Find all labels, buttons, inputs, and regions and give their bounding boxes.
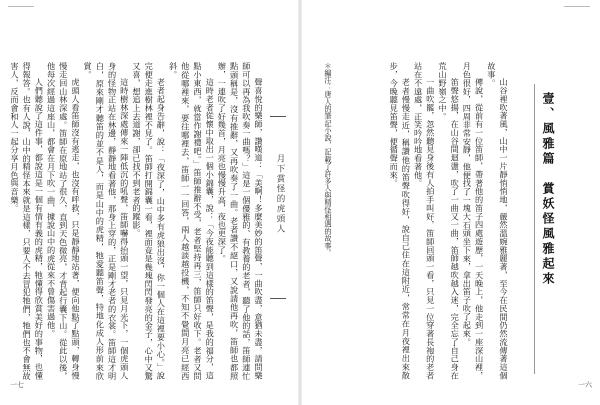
corner-mark: [564, 6, 590, 7]
paragraph: 這時樹林深處傳來一陣低沉的吼聲，笛師嚇得抬頭一望，只見月光下，一個虎頭人身的怪物正站在林邊，靜靜地看著他，那身上穿的，正是剛才老者的衣裳。笛師這才明白，原來剛才聽笛的並不是人，而是山中的虎精，牠愛聽笛聲，特地化成人形前來欣賞。: [83, 62, 130, 380]
left-page-body: [9, 62, 265, 380]
page-number: 一六: [578, 381, 592, 389]
page-number: 一七: [10, 381, 24, 389]
paragraph: 虎頭人看笛師沒有逃走，也沒有呼救，只是靜靜地站著，便向他點了點頭，轉身慢慢走回山林深處。笛師在原地站了很久，直到天色微亮，才背起行囊下山。從此以後，他每次經過這座山，都會在月下吹一曲，據說山中的虎從來不曾傷害過他。: [46, 62, 81, 380]
right-page-body: [334, 62, 510, 380]
running-head-rule-bottom: [270, 298, 286, 299]
paragraph: 一曲吹罷，忽然聽見身後有人拍手叫好，笛師回頭一看，只見一位穿著長袍的老者站在不遠處，正笑吟吟地看著他。: [413, 62, 436, 380]
paragraph: 聲喜悅的樂師，讚嘆道：「美啊！多麼美妙的笛聲，一曲吹盡，意猶未盡，請問樂師可以再為我吹奏一曲嗎？」這是一個優雅的、有教養的老者，聽了他的話，笛師連忙點頭稱是，沒有推辭，又再吹奏了一曲。老者讚不絕口，又說請他再吹，笛師也都照辦，一連吹了好幾首，月亮也慢慢升高，夜也更深了。: [217, 62, 264, 380]
right-page: [302, 0, 600, 405]
running-head-rule-top: [270, 116, 286, 117]
paragraph: 老者起身告辭，說：「夜深了，山中多有虎狼出沒，你一個人在這裡要小心。」說完便走進樹林裡不見了。笛師打開錦囊一看，裡面竟是幾塊閃閃發亮的金子，心中又驚又喜，想追上去道謝，卻已找不到老者的蹤影。: [131, 62, 167, 380]
paragraph: 山谷裡吹著風，山中一片靜悄悄地，嚴然溫婉雅麗著，至今在民間仍然流傳著這個故事。: [486, 62, 509, 380]
paragraph: 笛聲悠揚，在山谷間迴盪，吹了一曲又一曲，笛師越吹越入迷，完全忘了自己身在荒山野嶺之中。: [437, 62, 461, 380]
running-head: 月下賞怪的虎頭人: [275, 154, 285, 234]
paragraph: 這時老者從懷中取出一個小錦囊，說：「今夜能聽到這樣的笛聲，是我的福分，這點小東西，就當作謝禮吧。」笛師推辭不受，老者堅持再三，笛師只好收下。老者又問他從哪裡來，要往哪裡去，笛師一一回答，兩人越談越投機，不知不覺間月亮已經西斜。: [168, 62, 216, 380]
paragraph: 傳說，從前有一位笛師，帶著他的笛子四處遊歷，一天晚上，他走到一座深山裡，月色很好，四周非常安靜，他便找了一塊大石頭坐下來，拿出笛子吹了起來。: [462, 62, 485, 380]
paragraph: 老者慢慢走近，稱讚他的笛聲吹得好，說自己住在這附近，常常在月夜裡出來散步，今晚聽見笛聲，便循聲而來。: [389, 62, 412, 380]
paragraph: 人們聽說了這件事，都說這是一個有情有義的虎精，牠懂得欣賞美好的事物，也懂得報答。也有人說，山中的精怪本來就是這樣，只要人不去冒犯牠們，牠們也不會無故害人，反而會和人一起分享月色與音樂。: [9, 62, 45, 380]
chapter-rule: [534, 84, 535, 374]
corner-mark: [8, 6, 34, 7]
chapter-title: 壹、風雅篇 賞妖怪風雅起來: [541, 92, 555, 287]
editor-note: ＊編注：唐人的筆記小說，記載了許多人與精怪相遇的故事。: [324, 62, 333, 257]
left-page: [0, 0, 298, 405]
